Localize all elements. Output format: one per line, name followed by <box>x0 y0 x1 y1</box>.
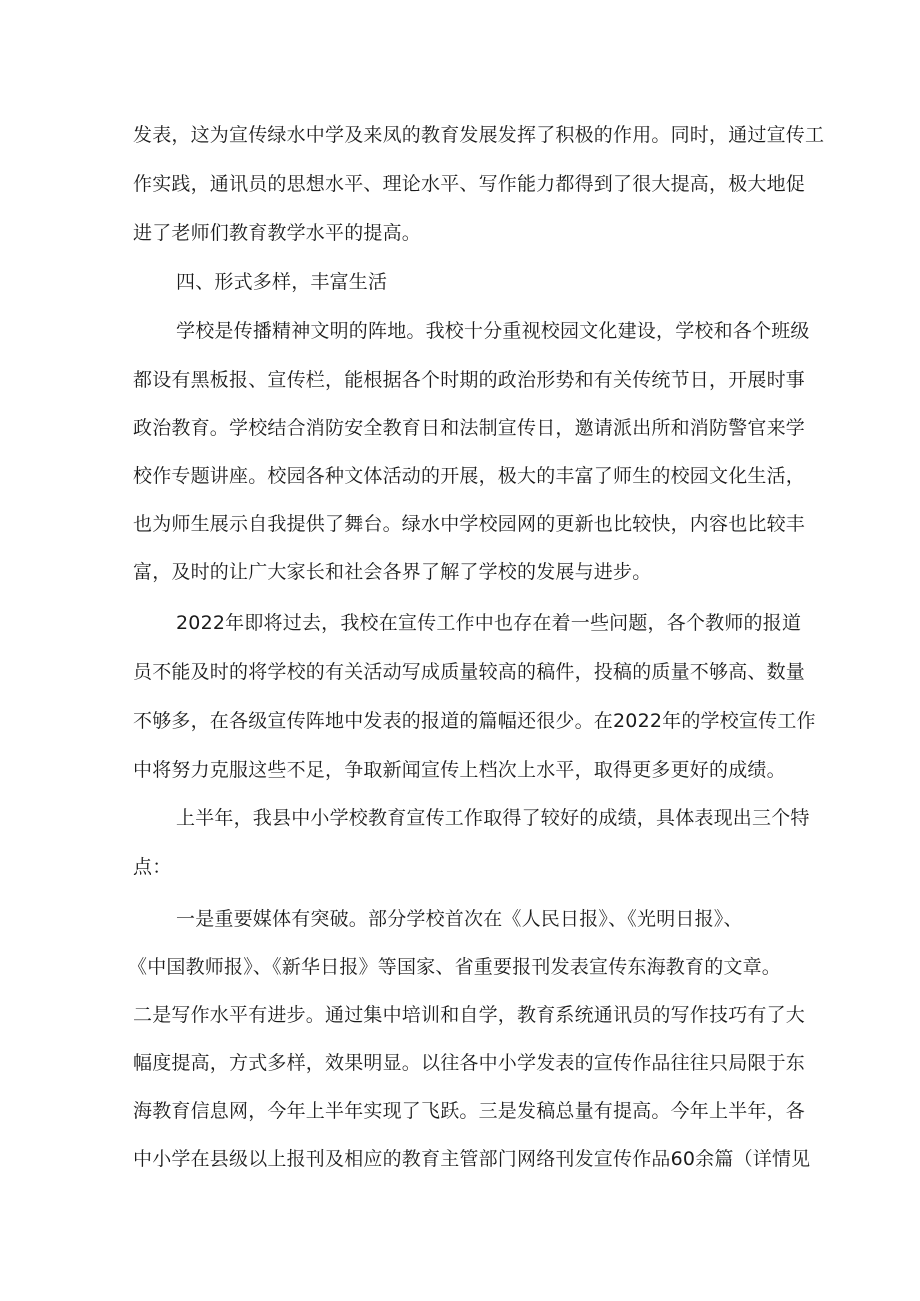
text-line: 中将努力克服这些不足，争取新闻宣传上档次上水平，取得更多更好的成绩。 <box>133 759 786 781</box>
text-line: 二是写作水平有进步。通过集中培训和自学，教育系统通讯员的写作技巧有了大 <box>133 1004 806 1026</box>
text-line: 作实践，通讯员的思想水平、理论水平、写作能力都得到了很大提高，极大地促 <box>133 173 806 195</box>
text-line: 都设有黑板报、宣传栏，能根据各个时期的政治形势和有关传统节日，开展时事 <box>133 369 806 391</box>
text-line: 点： <box>133 856 172 878</box>
text-line: 发表，这为宣传绿水中学及来凤的教育发展发挥了积极的作用。同时，通过宣传工 <box>133 124 825 146</box>
text-line: 进了老师们教育教学水平的提高。 <box>133 222 422 244</box>
section-heading: 四、形式多样，丰富生活 <box>176 271 388 293</box>
text-line: 一是重要媒体有突破。部分学校首次在《人民日报》、《光明日报》、 <box>176 908 743 930</box>
text-line: 富，及时的让广大家长和社会各界了解了学校的发展与进步。 <box>133 561 652 583</box>
text-line: 也为师生展示自我提供了舞台。绿水中学校园网的更新也比较快，内容也比较丰 <box>133 513 806 535</box>
text-line: 中小学在县级以上报刊及相应的教育主管部门网络刊发宣传作品60余篇（详情见 <box>133 1148 811 1170</box>
text-line: 上半年，我县中小学校教育宣传工作取得了较好的成绩，具体表现出三个特 <box>176 807 810 829</box>
text-line: 海教育信息网，今年上半年实现了飞跃。三是发稿总量有提高。今年上半年，各 <box>133 1100 806 1122</box>
text-line: 不够多，在各级宣传阵地中发表的报道的篇幅还很少。在2022年的学校宣传工作 <box>133 710 816 732</box>
text-line: 学校是传播精神文明的阵地。我校十分重视校园文化建设，学校和各个班级 <box>176 320 810 342</box>
text-line: 员不能及时的将学校的有关活动写成质量较高的稿件，投稿的质量不够高、数量 <box>133 661 806 683</box>
text-line: 《中国教师报》、《新华日报》等国家、省重要报刊发表宣传东海教育的文章。 <box>128 956 782 978</box>
text-line: 2022年即将过去，我校在宣传工作中也存在着一些问题，各个教师的报道 <box>176 612 802 634</box>
text-line: 校作专题讲座。校园各种文体活动的开展，极大的丰富了师生的校园文化生活， <box>133 465 806 487</box>
text-line: 政治教育。学校结合消防安全教育日和法制宣传日，邀请派出所和消防警官来学 <box>133 417 806 439</box>
text-line: 幅度提高，方式多样，效果明显。以往各中小学发表的宣传作品往往只局限于东 <box>133 1052 806 1074</box>
